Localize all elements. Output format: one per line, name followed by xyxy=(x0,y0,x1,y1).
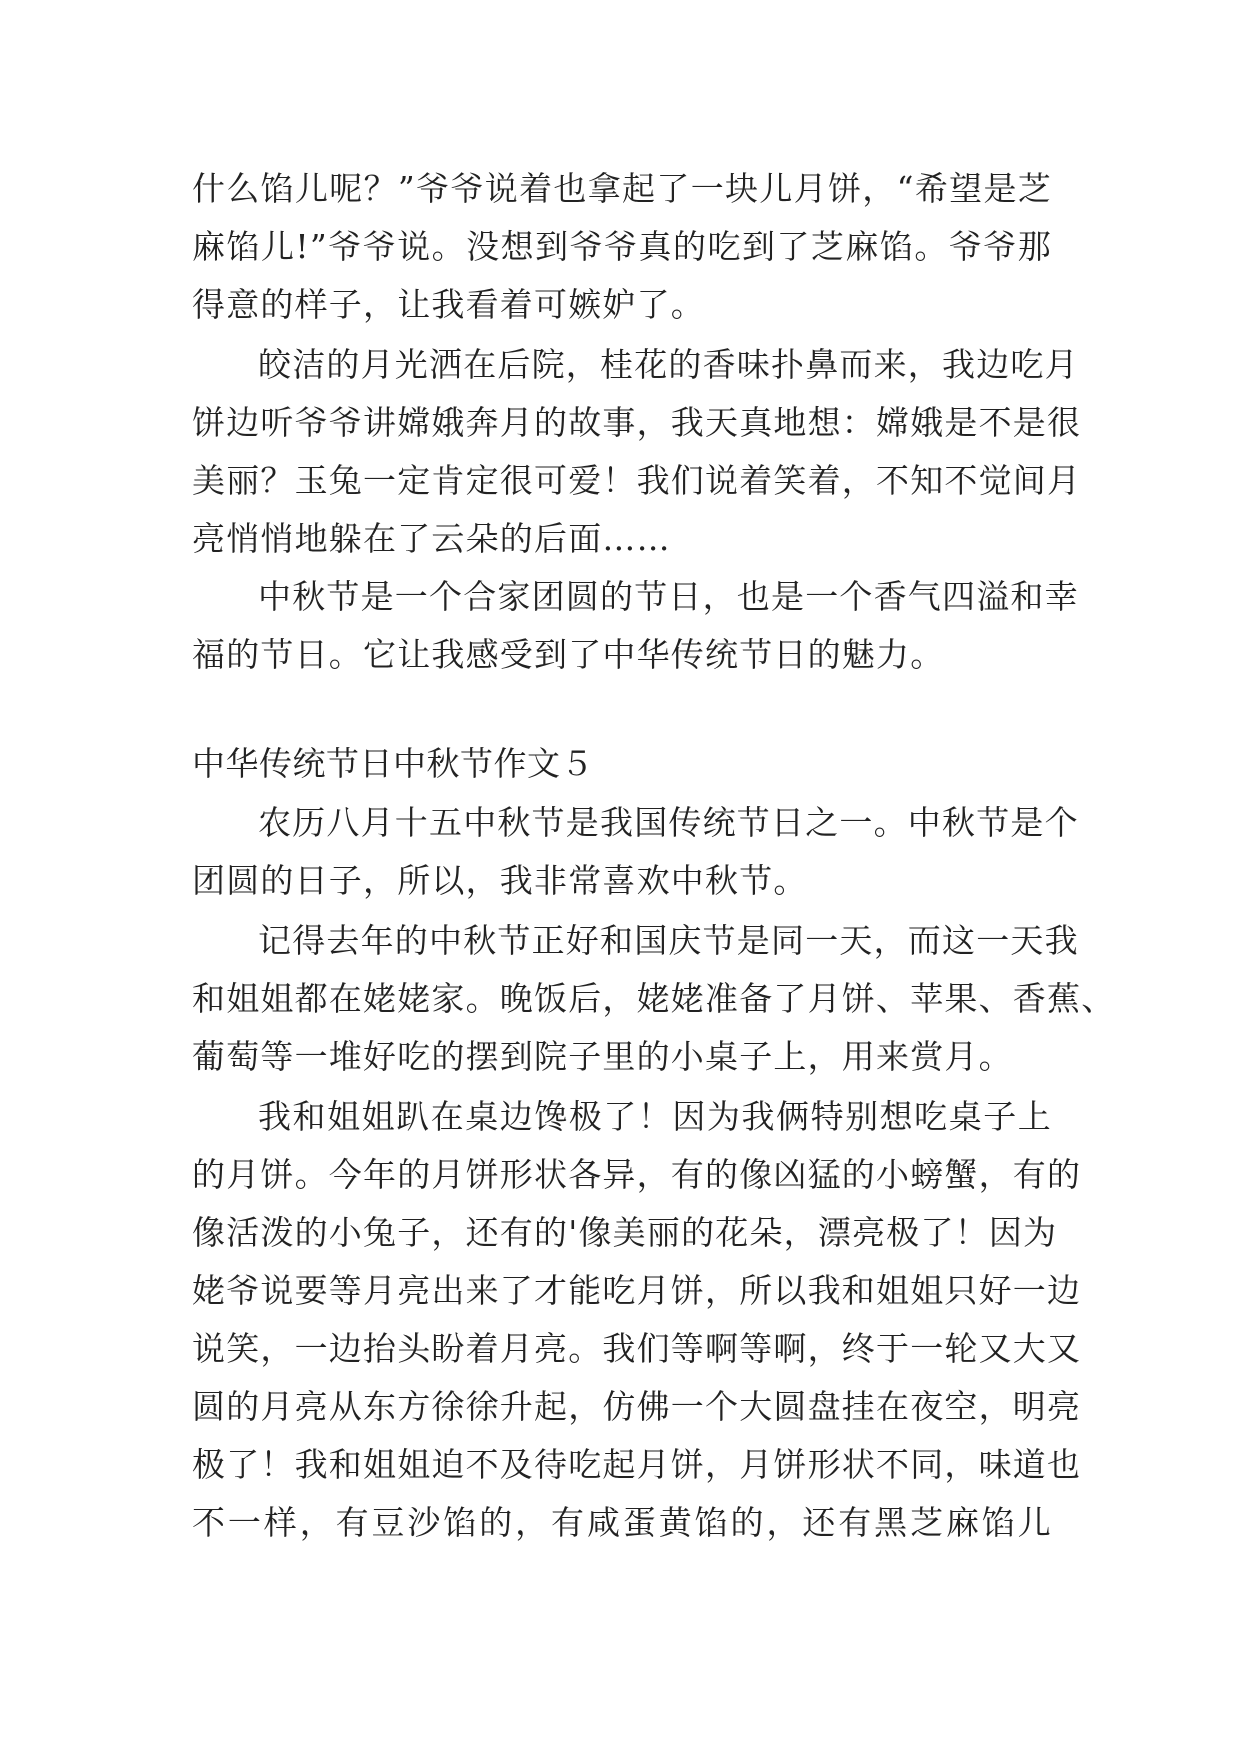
text-line: 葡萄等一堆好吃的摆到院子里的小桌子上，用来赏月。 xyxy=(192,1037,1013,1076)
paragraph-first-line: 我和姐姐趴在桌边馋极了！因为我俩特别想吃桌子上 xyxy=(258,1097,1052,1136)
text-line: 圆的月亮从东方徐徐升起，仿佛一个大圆盘挂在夜空，明亮 xyxy=(192,1387,1082,1426)
text-line: 福的节日。它让我感受到了中华传统节日的魅力。 xyxy=(192,635,945,674)
text-line: 亮悄悄地躲在了云朵的后面…… xyxy=(192,519,671,558)
section-heading: 中华传统节日中秋节作文５ xyxy=(192,744,594,783)
text-line: 极了！我和姐姐迫不及待吃起月饼，月饼形状不同，味道也 xyxy=(192,1445,1082,1484)
text-line: 什么馅儿呢？”爷爷说着也拿起了一块儿月饼，“希望是芝 xyxy=(192,169,1052,208)
text-line: 姥爷说要等月亮出来了才能吃月饼，所以我和姐姐只好一边 xyxy=(192,1271,1082,1310)
text-line: 的月饼。今年的月饼形状各异，有的像凶猛的小螃蟹，有的 xyxy=(192,1155,1082,1194)
paragraph-first-line: 中秋节是一个合家团圆的节日，也是一个香气四溢和幸 xyxy=(258,577,1079,616)
text-line: 得意的样子，让我看着可嫉妒了。 xyxy=(192,285,705,324)
text-line: 饼边听爷爷讲嫦娥奔月的故事，我天真地想：嫦娥是不是很 xyxy=(192,403,1082,442)
text-line: 像活泼的小兔子，还有的'像美丽的花朵，漂亮极了！因为 xyxy=(192,1213,1058,1252)
text-line: 团圆的日子，所以，我非常喜欢中秋节。 xyxy=(192,861,808,900)
text-line: 和姐姐都在姥姥家。晚饭后，姥姥准备了月饼、苹果、香蕉、 xyxy=(192,979,1116,1018)
text-line: 不一样，有豆沙馅的，有咸蛋黄馅的，还有黑芝麻馅儿 xyxy=(192,1503,1052,1542)
text-line: 麻馅儿!”爷爷说。没想到爷爷真的吃到了芝麻馅。爷爷那 xyxy=(192,227,1052,266)
paragraph-first-line: 农历八月十五中秋节是我国传统节日之一。中秋节是个 xyxy=(258,803,1079,842)
paragraph-first-line: 记得去年的中秋节正好和国庆节是同一天，而这一天我 xyxy=(258,921,1079,960)
text-line: 美丽？玉兔一定肯定很可爱！我们说着笑着，不知不觉间月 xyxy=(192,461,1082,500)
text-line: 说笑，一边抬头盼着月亮。我们等啊等啊，终于一轮又大又 xyxy=(192,1329,1082,1368)
paragraph-first-line: 皎洁的月光洒在后院，桂花的香味扑鼻而来，我边吃月 xyxy=(258,345,1079,384)
